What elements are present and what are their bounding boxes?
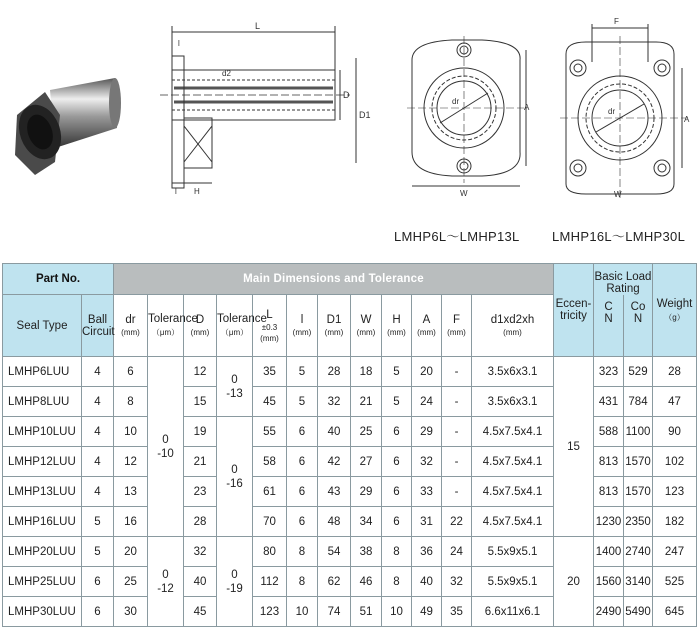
- cell-bolt: 4.5x7.5x4.1: [472, 477, 554, 507]
- F-header: [442, 295, 472, 357]
- cell-l: 8: [287, 537, 318, 567]
- dim-H: H: [194, 187, 200, 196]
- cell-A: 31: [412, 507, 442, 537]
- cell-A: 29: [412, 417, 442, 447]
- tolerance-label: Tolerance: [217, 313, 267, 325]
- bolt-header: [472, 295, 554, 357]
- cell-part-no: LMHP16LUU: [3, 507, 82, 537]
- cell-F: -: [442, 357, 472, 387]
- cell-part-no: LMHP6LUU: [3, 357, 82, 387]
- cell-D: 23: [184, 477, 217, 507]
- C-unit: N: [604, 312, 613, 325]
- A-header: [412, 295, 442, 357]
- cell-part-no: LMHP30LUU: [3, 597, 82, 627]
- cell-dr-tolerance: 0 -10: [148, 357, 184, 537]
- tolerance-unit: （μm）: [151, 328, 180, 337]
- D1-header: [318, 295, 351, 357]
- table-row: [3, 357, 697, 387]
- cell-ball-circuit: 4: [82, 357, 114, 387]
- cell-L: 123: [253, 597, 287, 627]
- cell-C: 588: [594, 417, 624, 447]
- cell-C: 1400: [594, 537, 624, 567]
- cell-C: 1560: [594, 567, 624, 597]
- cell-dr: 12: [114, 447, 148, 477]
- weight-label: Weight: [656, 297, 693, 310]
- drawings-area: [0, 0, 700, 262]
- cell-L: 35: [253, 357, 287, 387]
- cell-D1: 48: [318, 507, 351, 537]
- dim-L: L: [255, 21, 261, 31]
- cell-weight: 28: [653, 357, 697, 387]
- cell-part-no: LMHP25LUU: [3, 567, 82, 597]
- dr-label: dr: [125, 314, 136, 326]
- cell-W: 38: [351, 537, 382, 567]
- cell-dr: 10: [114, 417, 148, 447]
- L-label: L: [266, 308, 273, 321]
- cell-weight: 645: [653, 597, 697, 627]
- cell-H: 8: [382, 537, 412, 567]
- cell-bolt: 4.5x7.5x4.1: [472, 417, 554, 447]
- D-label: D: [195, 314, 205, 326]
- cell-D: 32: [184, 537, 217, 567]
- C-label: C: [604, 300, 613, 313]
- cell-Co: 2350: [624, 507, 653, 537]
- cell-W: 18: [351, 357, 382, 387]
- dr-unit: (mm): [121, 328, 140, 337]
- cell-A: 49: [412, 597, 442, 627]
- dim-F: F: [614, 17, 619, 26]
- spec-table: [2, 263, 697, 627]
- cell-dr: 8: [114, 387, 148, 417]
- cell-F: 32: [442, 567, 472, 597]
- cell-dr: 20: [114, 537, 148, 567]
- cell-D1: 74: [318, 597, 351, 627]
- L-unit: (mm): [260, 333, 279, 343]
- cell-ball-circuit: 6: [82, 597, 114, 627]
- cell-D: 45: [184, 597, 217, 627]
- cell-D: 19: [184, 417, 217, 447]
- cell-l: 6: [287, 477, 318, 507]
- dim-dr-large: dr: [608, 107, 616, 116]
- weight-header: [653, 264, 697, 357]
- cell-dr-tolerance: 0 -12: [148, 537, 184, 627]
- cell-D1: 28: [318, 357, 351, 387]
- l-label: l: [300, 314, 304, 326]
- dim-d2: d2: [222, 69, 231, 78]
- cell-Co: 1570: [624, 477, 653, 507]
- cell-dr: 6: [114, 357, 148, 387]
- A-label: A: [422, 314, 431, 326]
- cell-C: 813: [594, 447, 624, 477]
- eccentricity-header: [554, 264, 594, 357]
- cell-D1: 32: [318, 387, 351, 417]
- cell-W: 21: [351, 387, 382, 417]
- cell-H: 8: [382, 567, 412, 597]
- cell-weight: 182: [653, 507, 697, 537]
- cell-H: 10: [382, 597, 412, 627]
- cell-W: 51: [351, 597, 382, 627]
- cell-L: 70: [253, 507, 287, 537]
- cell-dr: 13: [114, 477, 148, 507]
- dim-A-small: A: [524, 103, 530, 112]
- cell-D1: 54: [318, 537, 351, 567]
- cell-L: 45: [253, 387, 287, 417]
- tolerance-label: Tolerance: [148, 313, 198, 325]
- main-dimensions-header: Main Dimensions and Tolerance: [114, 264, 554, 295]
- cell-H: 5: [382, 387, 412, 417]
- caption-right: LMHP16L～LMHP30L: [552, 229, 686, 244]
- seal-type-header: Seal Type: [3, 295, 82, 357]
- cell-part-no: LMHP10LUU: [3, 417, 82, 447]
- cell-eccentricity: 15: [554, 357, 594, 537]
- cell-H: 6: [382, 447, 412, 477]
- cell-F: -: [442, 447, 472, 477]
- cell-dr: 25: [114, 567, 148, 597]
- cell-L: 80: [253, 537, 287, 567]
- cell-weight: 47: [653, 387, 697, 417]
- cell-A: 32: [412, 447, 442, 477]
- cell-D-tolerance: 0 -13: [217, 357, 253, 417]
- bolt-unit: (mm): [503, 328, 522, 337]
- cell-H: 6: [382, 417, 412, 447]
- cell-F: 22: [442, 507, 472, 537]
- cell-l: 8: [287, 567, 318, 597]
- cell-C: 813: [594, 477, 624, 507]
- F-unit: (mm): [447, 328, 466, 337]
- D-unit: (mm): [190, 328, 210, 337]
- F-label: F: [452, 314, 461, 326]
- cell-ball-circuit: 6: [82, 567, 114, 597]
- cell-H: 6: [382, 507, 412, 537]
- cell-D1: 43: [318, 477, 351, 507]
- cell-ball-circuit: 4: [82, 417, 114, 447]
- cell-W: 29: [351, 477, 382, 507]
- cell-W: 34: [351, 507, 382, 537]
- cell-bolt: 4.5x7.5x4.1: [472, 447, 554, 477]
- cell-C: 431: [594, 387, 624, 417]
- cell-Co: 3140: [624, 567, 653, 597]
- cell-F: -: [442, 477, 472, 507]
- cell-l: 5: [287, 387, 318, 417]
- cell-F: -: [442, 387, 472, 417]
- cell-D-tolerance: 0 -16: [217, 417, 253, 537]
- cell-C: 1230: [594, 507, 624, 537]
- cell-eccentricity: 20: [554, 537, 594, 627]
- cell-part-no: LMHP12LUU: [3, 447, 82, 477]
- dim-A-large: A: [684, 115, 690, 124]
- cell-D1: 40: [318, 417, 351, 447]
- side-view-drawing: [160, 18, 375, 198]
- cell-H: 6: [382, 477, 412, 507]
- cell-F: -: [442, 417, 472, 447]
- cell-bolt: 6.6x11x6.1: [472, 597, 554, 627]
- cell-l: 6: [287, 447, 318, 477]
- D1-label: D1: [326, 314, 342, 326]
- cell-C: 323: [594, 357, 624, 387]
- cell-ball-circuit: 5: [82, 537, 114, 567]
- tolerance-header-dr: [148, 295, 198, 357]
- L-tolerance: ±0.3: [261, 322, 278, 332]
- cell-l: 5: [287, 357, 318, 387]
- cell-bolt: 3.5x6x3.1: [472, 387, 554, 417]
- cell-Co: 1570: [624, 447, 653, 477]
- front-view-small: [402, 28, 532, 198]
- cell-W: 25: [351, 417, 382, 447]
- cell-D: 12: [184, 357, 217, 387]
- basic-load-rating-header: [594, 264, 653, 295]
- D1-unit: (mm): [324, 328, 344, 337]
- cell-L: 58: [253, 447, 287, 477]
- cell-A: 36: [412, 537, 442, 567]
- C-header: [594, 295, 624, 357]
- dim-W-small: W: [460, 189, 468, 198]
- cell-ball-circuit: 4: [82, 477, 114, 507]
- cell-W: 27: [351, 447, 382, 477]
- cell-L: 61: [253, 477, 287, 507]
- caption-left: LMHP6L～LMHP13L: [394, 229, 520, 244]
- cell-A: 24: [412, 387, 442, 417]
- cell-D-tolerance: 0 -19: [217, 537, 253, 627]
- A-unit: (mm): [417, 328, 436, 337]
- table-row: [3, 537, 697, 567]
- cell-ball-circuit: 4: [82, 387, 114, 417]
- W-unit: (mm): [356, 328, 376, 337]
- cell-A: 33: [412, 477, 442, 507]
- dim-D: D: [343, 90, 350, 100]
- cell-ball-circuit: 5: [82, 507, 114, 537]
- cell-bolt: 5.5x9x5.1: [472, 537, 554, 567]
- cell-Co: 529: [624, 357, 653, 387]
- dr-header: [114, 295, 148, 357]
- cell-H: 5: [382, 357, 412, 387]
- l-header: [287, 295, 318, 357]
- W-header: [351, 295, 382, 357]
- D-header: [184, 295, 217, 357]
- cell-bolt: 4.5x7.5x4.1: [472, 507, 554, 537]
- cell-D: 15: [184, 387, 217, 417]
- cell-C: 2490: [594, 597, 624, 627]
- cell-Co: 784: [624, 387, 653, 417]
- cell-weight: 123: [653, 477, 697, 507]
- bolt-label: d1xd2xh: [490, 314, 535, 326]
- dim-dr-small: dr: [452, 97, 460, 106]
- cell-weight: 90: [653, 417, 697, 447]
- Co-label: Co: [630, 300, 646, 313]
- cell-L: 55: [253, 417, 287, 447]
- cell-part-no: LMHP20LUU: [3, 537, 82, 567]
- cell-weight: 102: [653, 447, 697, 477]
- eccentricity-label: Eccen-tricity: [555, 298, 592, 322]
- W-label: W: [360, 314, 372, 326]
- cell-L: 112: [253, 567, 287, 597]
- cell-W: 46: [351, 567, 382, 597]
- cell-F: 24: [442, 537, 472, 567]
- H-header: [382, 295, 412, 357]
- cell-weight: 525: [653, 567, 697, 597]
- cell-l: 6: [287, 507, 318, 537]
- part-no-header: Part No.: [3, 264, 114, 295]
- dim-l: l: [178, 39, 180, 48]
- cell-dr: 30: [114, 597, 148, 627]
- cell-weight: 247: [653, 537, 697, 567]
- cell-dr: 16: [114, 507, 148, 537]
- cell-F: 35: [442, 597, 472, 627]
- cell-ball-circuit: 4: [82, 447, 114, 477]
- cell-D: 28: [184, 507, 217, 537]
- front-view-large: [556, 14, 696, 199]
- tolerance-header-D: [217, 295, 267, 357]
- Co-header: [624, 295, 653, 357]
- cell-D1: 62: [318, 567, 351, 597]
- ball-circuit-header: Ball Circuit: [82, 295, 114, 357]
- dim-W-large: W: [614, 190, 622, 199]
- cell-D1: 42: [318, 447, 351, 477]
- cell-bolt: 5.5x9x5.1: [472, 567, 554, 597]
- cell-bolt: 3.5x6x3.1: [472, 357, 554, 387]
- weight-unit: （g）: [664, 312, 685, 322]
- basic-load-rating-label: Basic Load Rating: [594, 270, 652, 295]
- cell-l: 10: [287, 597, 318, 627]
- L-header: [253, 295, 287, 357]
- cell-A: 40: [412, 567, 442, 597]
- Co-unit: N: [633, 312, 643, 325]
- cell-Co: 5490: [624, 597, 653, 627]
- dim-l-bottom: l: [175, 187, 177, 196]
- H-label: H: [392, 314, 401, 326]
- dim-D1: D1: [359, 110, 371, 120]
- cell-Co: 1100: [624, 417, 653, 447]
- tolerance-unit: （μm）: [220, 328, 249, 337]
- H-unit: (mm): [387, 328, 406, 337]
- cell-part-no: LMHP8LUU: [3, 387, 82, 417]
- cell-part-no: LMHP13LUU: [3, 477, 82, 507]
- cell-D: 21: [184, 447, 217, 477]
- cell-A: 20: [412, 357, 442, 387]
- product-photo: [5, 70, 125, 180]
- l-unit: (mm): [292, 328, 312, 337]
- cell-D: 40: [184, 567, 217, 597]
- cell-l: 6: [287, 417, 318, 447]
- cell-Co: 2740: [624, 537, 653, 567]
